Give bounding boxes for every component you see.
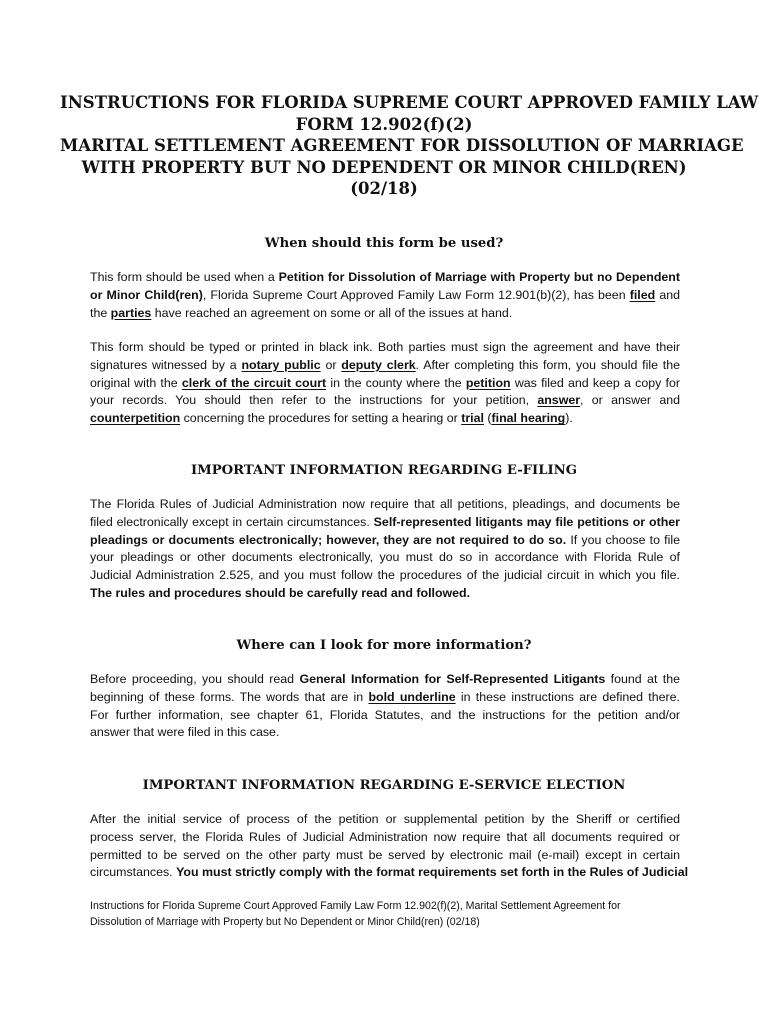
footer-line: Dissolution of Marriage with Property but No Dependent or Minor Child(ren) (02/18) xyxy=(90,915,480,928)
paragraph-when-used-1 xyxy=(90,269,680,322)
document-title xyxy=(60,92,759,200)
text-line: original with the clerk of the circuit court in the county where the petition was filed and keep a copy for xyxy=(90,375,680,390)
text-line: For further information, see chapter 61, Florida Statutes, and the instructions for the petition and/or xyxy=(90,707,680,722)
text-line: This form should be typed or printed in black ink. Both parties must sign the agreement and have their xyxy=(90,340,680,354)
text-line: The Florida Rules of Judicial Administration now require that all petitions, pleadings, and documents be xyxy=(90,497,680,511)
text-line: your records. You should then refer to the instructions for your petition, answer, or answer and xyxy=(90,393,680,408)
text-line: Judicial Administration 2.525, and you must follow the procedures of the judicial circuit in which you file. xyxy=(90,568,680,583)
text-line: This form should be used when a Petition for Dissolution of Marriage with Property but no Dependent xyxy=(90,270,680,284)
defined-term-link: deputy clerk xyxy=(341,357,416,372)
defined-term-link: final hearing xyxy=(491,411,566,426)
text-line: filed electronically except in certain circumstances. Self-represented litigants may file petitions or other xyxy=(90,514,680,529)
text-line: answer that were filed in this case. xyxy=(90,725,280,740)
title-line: MARITAL SETTLEMENT AGREEMENT FOR DISSOLUTION OF MARRIAGE xyxy=(60,136,744,155)
bold-underline-term: bold underline xyxy=(368,689,456,704)
defined-term-link: answer xyxy=(537,393,581,408)
title-line: INSTRUCTIONS FOR FLORIDA SUPREME COURT APPROVED FAMILY LAW xyxy=(60,93,759,112)
defined-term-link: parties xyxy=(110,305,152,320)
heading-efiling: IMPORTANT INFORMATION REGARDING E-FILING xyxy=(191,463,577,478)
footer-line: Instructions for Florida Supreme Court Approved Family Law Form 12.902(f)(2), Marital Settlement Agreement for xyxy=(90,900,621,912)
defined-term-link: petition xyxy=(465,375,511,390)
text-line: counterpetition concerning the procedures for setting a hearing or trial (final hearing). xyxy=(90,411,573,426)
text-line: After the initial service of process of the petition or supplemental petition by the Sheriff or certified xyxy=(90,812,680,826)
text-line: circumstances. You must strictly comply with the format requirements set forth in the Rules of Judicial xyxy=(90,865,689,880)
page-footer xyxy=(90,899,690,930)
title-line: (02/18) xyxy=(350,179,418,198)
defined-term-link: clerk of the circuit court xyxy=(181,375,327,390)
text-line: The rules and procedures should be carefully read and followed. xyxy=(90,585,471,600)
defined-term-link: counterpetition xyxy=(90,411,181,426)
paragraph-efiling xyxy=(90,496,680,603)
text-line: Before proceeding, you should read General Information for Self-Represented Litigants found at the xyxy=(90,672,680,686)
paragraph-eservice xyxy=(90,811,689,882)
text-line: or Minor Child(ren), Florida Supreme Court Approved Family Law Form 12.901(b)(2), has been filed and xyxy=(90,287,680,302)
heading-more-information: Where can I look for more information? xyxy=(236,638,532,653)
text-line: pleadings or documents electronically; however, they are not required to do so. If you choose to file xyxy=(90,532,680,547)
title-line: WITH PROPERTY BUT NO DEPENDENT OR MINOR CHILD(REN) xyxy=(81,157,687,177)
text-line: the parties have reached an agreement on some or all of the issues at hand. xyxy=(90,305,513,320)
defined-term-link: filed xyxy=(629,287,656,302)
text-line: signatures witnessed by a notary public or deputy clerk. After completing this form, you should file the xyxy=(90,357,681,372)
heading-eservice: IMPORTANT INFORMATION REGARDING E-SERVICE ELECTION xyxy=(142,778,626,793)
title-line: FORM 12.902(f)(2) xyxy=(295,114,473,134)
text-line: your pleadings or other documents electronically, you must do so in accordance with Florida Rule of xyxy=(90,550,680,565)
paragraph-more-information xyxy=(90,671,680,742)
text-line: beginning of these forms. The words that are in bold underline in these instructions are defined there. xyxy=(90,689,680,704)
heading-when-used: When should this form be used? xyxy=(264,236,504,251)
text-line: permitted to be served on the other party must be served by electronic mail (e-mail) except in certain xyxy=(90,847,680,862)
paragraph-when-used-2 xyxy=(90,339,680,428)
defined-term-link: notary public xyxy=(241,357,321,372)
text-line: process server, the Florida Rules of Judicial Administration now require that all documents required or xyxy=(90,829,680,844)
defined-term-link: trial xyxy=(461,411,484,426)
